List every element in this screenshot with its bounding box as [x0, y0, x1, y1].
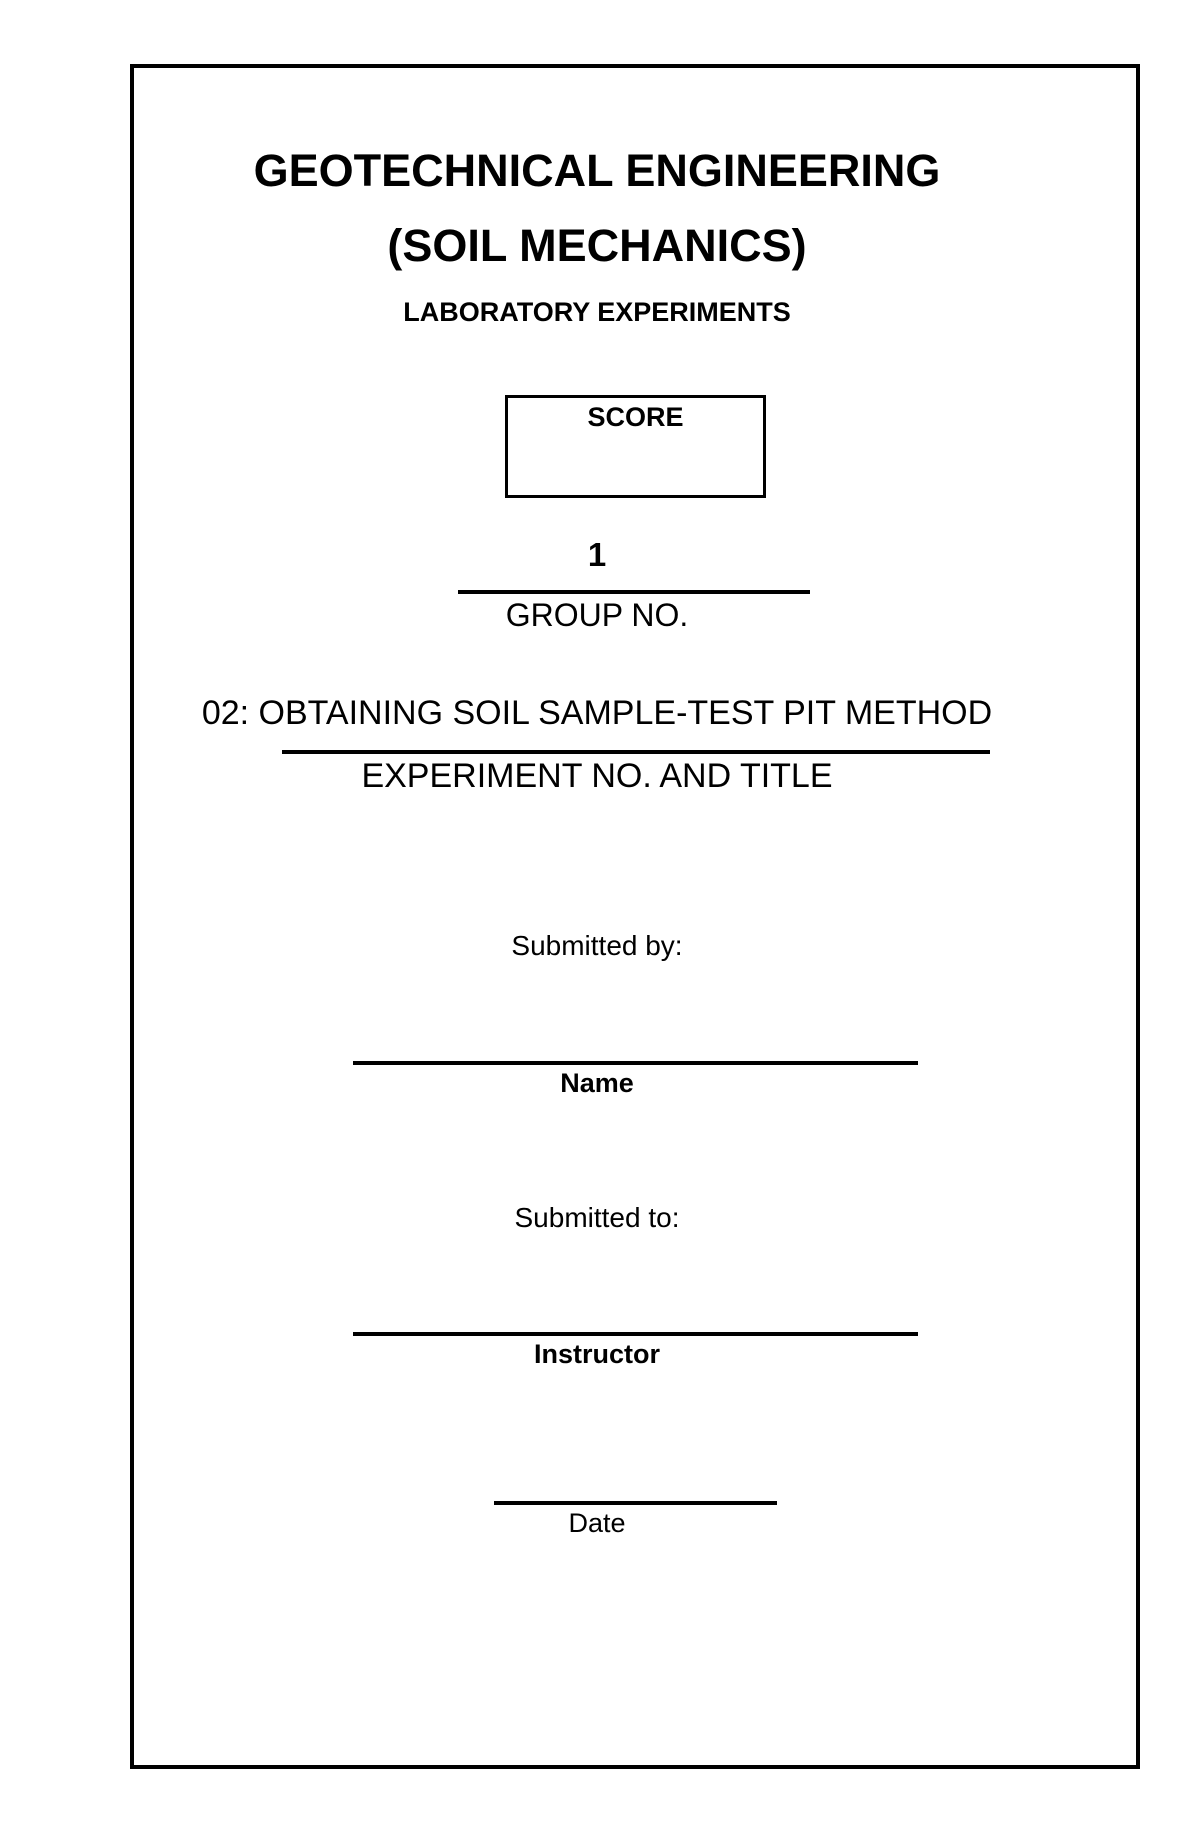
date-line [494, 1501, 777, 1505]
name-label: Name [560, 1068, 634, 1098]
document-subtitle: LABORATORY EXPERIMENTS [403, 297, 791, 327]
submitted-to-caption: Submitted to: [514, 1202, 680, 1233]
group-number-line [458, 590, 810, 594]
group-number-value: 1 [587, 536, 607, 573]
instructor-line [353, 1332, 918, 1336]
document-subject: (SOIL MECHANICS) [387, 220, 807, 271]
experiment-title-label: EXPERIMENT NO. AND TITLE [361, 757, 833, 795]
date-label: Date [568, 1508, 626, 1538]
experiment-title-value: 02: OBTAINING SOIL SAMPLE-TEST PIT METHOD [201, 694, 993, 732]
name-line [353, 1061, 918, 1065]
group-number-label: GROUP NO. [505, 597, 689, 633]
document-title: GEOTECHNICAL ENGINEERING [253, 145, 941, 196]
instructor-label: Instructor [533, 1339, 660, 1369]
submitted-by-caption: Submitted by: [511, 930, 683, 961]
score-label: SCORE [587, 402, 684, 432]
score-box [505, 395, 766, 498]
experiment-title-line [282, 750, 990, 754]
